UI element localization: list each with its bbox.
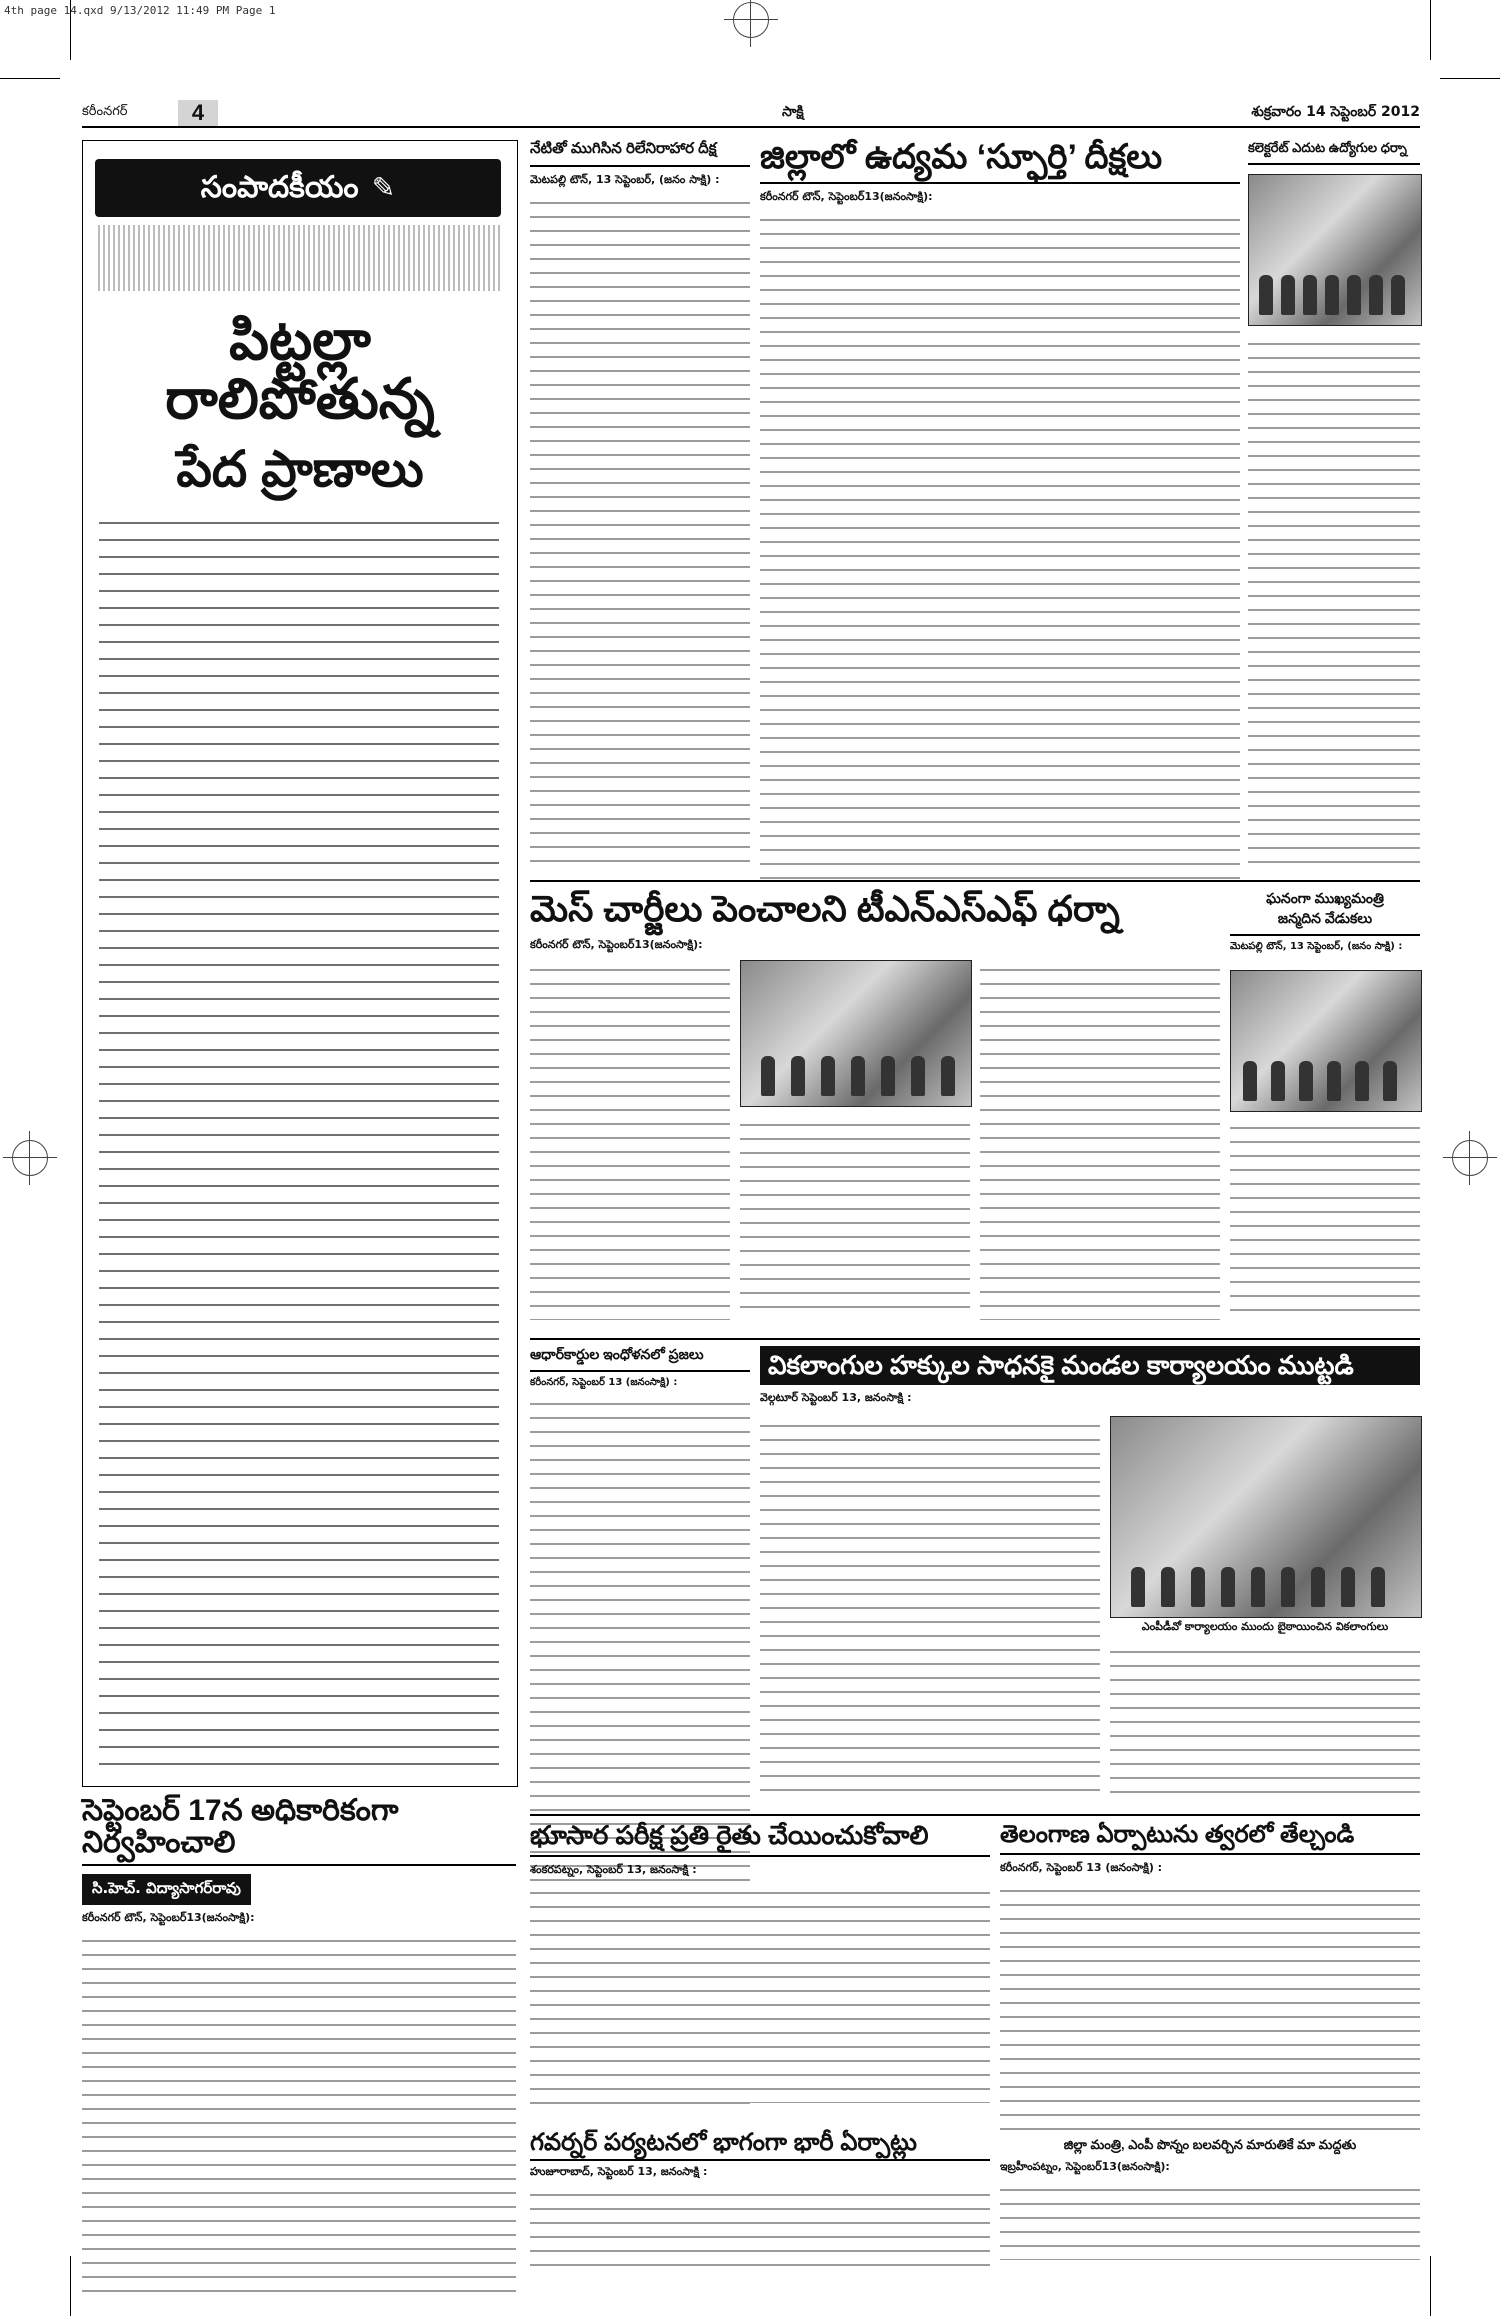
editorial-badge	[95, 159, 501, 217]
sept17-title: సెప్టెంబర్ 17న అధికారికంగా నిర్వహించాలి	[82, 1795, 516, 1866]
disabled-body-2	[1110, 1642, 1420, 1796]
editorial-title	[93, 308, 507, 497]
header-date: శుక్రవారం 14 సెప్టెంబర్ 2012	[1251, 104, 1420, 120]
masthead-brand: సాక్షి	[782, 104, 804, 120]
relay-head: నేటితో ముగిసిన రిలేనిరాహార దీక్ష	[530, 140, 750, 167]
telangana-title: తెలంగాణ ఏర్పాటును త్వరలో తేల్చండి	[1000, 1822, 1420, 1855]
cm-bday-photo	[1230, 970, 1422, 1112]
sept17-dateline: కరీంనగర్ టౌన్, సెప్టెంబర్13(జనంసాక్షి):	[82, 1911, 255, 1924]
soil-test-article	[530, 1822, 990, 2122]
collectorate-photo	[1248, 174, 1422, 326]
editorial-title-line1: పిట్టల్లా రాలిపోతున్న	[165, 308, 435, 430]
crop-mark	[1430, 2256, 1431, 2316]
udyama-article	[760, 140, 1240, 870]
aadhar-dateline: కరీంనగర్, సెప్టెంబర్ 13 (జనంసాక్షి) :	[530, 1377, 678, 1388]
crop-mark	[1430, 0, 1431, 60]
disabled-body	[760, 1416, 1100, 1796]
mess-article	[530, 890, 1220, 1330]
registration-mark-icon	[12, 1140, 48, 1176]
udyama-body	[760, 210, 1240, 880]
soil-test-body	[530, 1883, 990, 2103]
udyama-title: జిల్లాలో ఉద్యమ ‘స్ఫూర్తి’ దీక్షలు	[760, 140, 1240, 184]
cm-bday-dateline: మెటపల్లి టౌన్, 13 సెప్టెంబర్, (జనం సాక్షి) :	[1230, 941, 1403, 952]
collectorate-head: కలెక్టరేట్ ఎదుట ఉద్యోగుల ధర్నా	[1248, 140, 1420, 165]
telangana-article	[1000, 1822, 1420, 2272]
crop-mark	[1440, 78, 1500, 79]
mess-title: మెస్ చార్జీలు పెంచాలని టీఎన్ఎస్ఎఫ్ ధర్నా	[530, 888, 1120, 929]
disabled-caption: ఎంపీడీవో కార్యాలయం ముందు బైఠాయించిన వికలాంగులు	[1141, 1620, 1389, 1633]
mess-dateline: కరీంనగర్ టౌన్, సెప్టెంబర్13(జనంసాక్షి):	[530, 937, 703, 951]
aadhar-head: ఆధార్‌కార్డుల ఇంధోళనలో ప్రజలు	[530, 1346, 750, 1372]
mess-body	[530, 960, 730, 1320]
telangana-body-2	[1000, 2180, 1420, 2260]
crop-mark	[70, 0, 71, 60]
soil-test-dateline: శంకరపట్నం, సెప్టెంబర్ 13, జనంసాక్షి :	[530, 1863, 697, 1877]
registration-mark-icon	[733, 2, 769, 38]
editorial-badge-label: సంపాదకీయం	[200, 170, 359, 205]
mess-photo	[740, 960, 972, 1107]
cm-birthday-article	[1230, 890, 1420, 1330]
page-header	[82, 100, 1420, 128]
collectorate-article	[1248, 140, 1420, 870]
editorial-title-line2: పేద ప్రాణాలు	[176, 440, 424, 497]
disabled-photo	[1110, 1416, 1422, 1618]
relay-body	[530, 193, 750, 873]
telangana-dateline: కరీంనగర్, సెప్టెంబర్ 13 (జనంసాక్షి) :	[1000, 1861, 1163, 1875]
cm-bday-head2: జన్మదిన వేడుకలు	[1230, 910, 1420, 936]
pen-icon: ✎	[371, 171, 396, 204]
mess-body-3	[980, 960, 1220, 1320]
sept17-body	[82, 1931, 516, 2301]
print-slug: 4th page 14.qxd 9/13/2012 11:49 PM Page 1	[4, 4, 276, 17]
telangana-sub: జిల్లా మంత్రి, ఎంపీ పొన్నం బలవర్చిన మారుతికే మా మద్దతు	[1063, 2137, 1357, 2153]
cm-bday-body	[1230, 1118, 1420, 1323]
registration-mark-icon	[1452, 1140, 1488, 1176]
sept17-author-bar	[82, 1874, 251, 1905]
udyama-dateline: కరీంనగర్ టౌన్, సెప్టెంబర్13(జనంసాక్షి):	[760, 189, 933, 203]
disabled-title-bar	[760, 1346, 1420, 1385]
soil-test-title: భూసార పరీక్ష ప్రతి రైతు చేయించుకోవాలి	[530, 1822, 990, 1857]
telangana-dateline2: ఇబ్రహీంపట్నం, సెప్టెంబర్13(జనంసాక్షి):	[1000, 2160, 1170, 2174]
cm-bday-head1: ఘనంగా ముఖ్యమంత్రి	[1266, 890, 1384, 906]
disabled-title: వికలాంగుల హక్కుల సాధనకై మండల కార్యాలయం ముట్టడి	[768, 1350, 1354, 1380]
page-number: 4	[178, 100, 218, 126]
relay-hunger-strike	[530, 140, 750, 870]
sept17-author: సి.హెచ్. విద్యాసాగర్‌రావు	[92, 1879, 241, 1897]
header-place: కరీంనగర్	[82, 104, 128, 119]
governor-visit-article	[530, 2130, 990, 2280]
editorial-body	[99, 511, 499, 1776]
disabled-dateline: వెల్గటూర్ సెప్టెంబర్ 13, జనంసాక్షి :	[760, 1391, 912, 1405]
collectorate-body	[1248, 334, 1420, 864]
crop-mark	[70, 2256, 71, 2316]
governor-visit-dateline: హుజూరాబాద్, సెప్టెంబర్ 13, జనంసాక్షి :	[530, 2165, 708, 2179]
editorial-box	[82, 140, 518, 1787]
relay-dateline: మెటపల్లి టౌన్, 13 సెప్టెంబర్, (జనం సాక్షి) :	[530, 173, 720, 186]
editorial-pattern	[95, 225, 501, 291]
crop-mark	[0, 78, 60, 79]
sept17-article	[82, 1795, 516, 2275]
telangana-body	[1000, 1881, 1420, 2131]
governor-visit-title: గవర్నర్ పర్యటనలో భాగంగా భారీ ఏర్పాట్లు	[530, 2130, 990, 2161]
mess-body-2	[740, 1115, 970, 1320]
governor-visit-body	[530, 2185, 990, 2275]
disabled-article	[760, 1346, 1420, 1806]
